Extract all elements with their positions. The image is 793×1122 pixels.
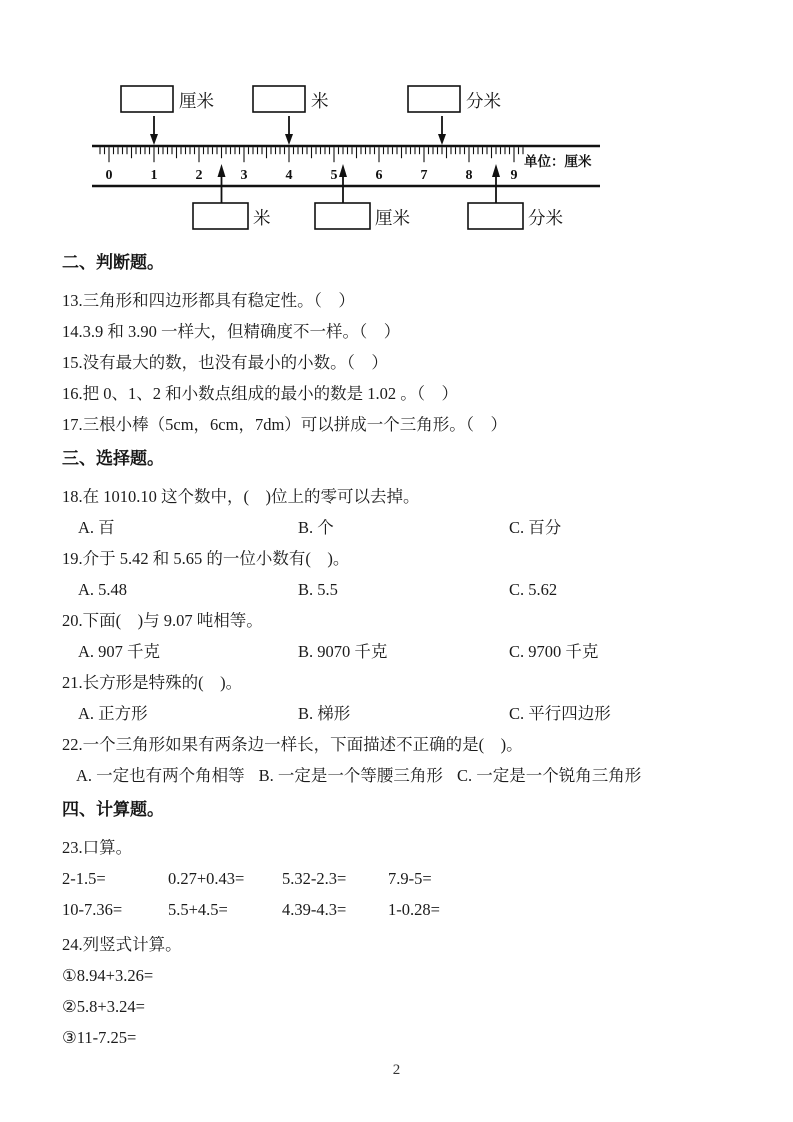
answer-box-unit-label: 厘米 (179, 91, 214, 111)
option-a: A. 5.48 (78, 580, 128, 599)
ruler-number: 1 (150, 168, 158, 183)
question-13: 13.三角形和四边形都具有稳定性。（ ） (62, 291, 355, 310)
answer-box-blank[interactable] (253, 86, 305, 112)
answer-box-unit-label: 厘米 (375, 208, 410, 228)
ruler-number: 8 (465, 168, 473, 183)
option-b: B. 一定是一个等腰三角形 (258, 766, 443, 785)
option-a: A. 一定也有两个角相等 (76, 766, 245, 785)
ruler-unit-label: 单位：厘米 (524, 154, 592, 169)
option-c: C. 9700 千克 (509, 642, 599, 661)
question-19-options (62, 574, 754, 605)
answer-box-blank[interactable] (121, 86, 173, 112)
answer-box-blank[interactable] (468, 203, 523, 229)
section-heading-calculation: 四、计算题。 (62, 800, 164, 819)
up-arrowhead-icon (339, 164, 347, 177)
question-21: 21.长方形是特殊的( )。 (62, 673, 243, 692)
ruler-number: 6 (375, 168, 383, 183)
question-23-label: 23.口算。 (62, 838, 133, 857)
answer-box-blank[interactable] (408, 86, 460, 112)
answer-box-unit-label: 分米 (528, 208, 563, 228)
option-b: B. 个 (298, 518, 334, 537)
option-a: A. 正方形 (78, 704, 148, 723)
down-arrowhead-icon (285, 134, 293, 145)
expression: 0.27+0.43= (168, 869, 245, 888)
ruler-number: 7 (420, 168, 428, 183)
down-arrowhead-icon (438, 134, 446, 145)
option-c: C. 一定是一个锐角三角形 (456, 766, 642, 785)
option-b: B. 5.5 (298, 580, 338, 599)
question-18: 18.在 1010.10 这个数中，( )位上的零可以去掉。 (62, 487, 420, 506)
answer-box-unit-label: 米 (311, 91, 329, 111)
expression: 5.5+4.5= (168, 900, 228, 919)
question-16: 16.把 0、1、2 和小数点组成的最小的数是 1.02 。（ ） (62, 384, 458, 403)
vertical-item-2: ②5.8+3.24= (62, 997, 145, 1016)
expression: 2-1.5= (62, 869, 106, 888)
down-arrowhead-icon (150, 134, 158, 145)
oral-row-1 (62, 863, 754, 894)
vertical-item-1: ①8.94+3.26= (62, 966, 154, 985)
up-arrowhead-icon (492, 164, 500, 177)
option-c: C. 平行四边形 (509, 704, 611, 723)
expression: 4.39-4.3= (282, 900, 347, 919)
oral-row-2 (62, 894, 754, 925)
page-number: 2 (392, 1062, 401, 1078)
section-heading-choice: 三、选择题。 (62, 449, 164, 468)
answer-box-unit-label: 米 (253, 208, 271, 228)
ruler-number: 0 (105, 168, 113, 183)
question-17: 17.三根小棒（5cm，6cm，7dm）可以拼成一个三角形。（ ） (62, 415, 508, 434)
ruler-number: 5 (330, 168, 338, 183)
question-15: 15.没有最大的数，也没有最小的小数。（ ） (62, 353, 388, 372)
option-a: A. 百 (78, 518, 115, 537)
ruler-number: 3 (240, 168, 248, 183)
ruler-figure-svg (88, 76, 612, 242)
question-19: 19.介于 5.42 和 5.65 的一位小数有( )。 (62, 549, 350, 568)
section-heading-judgment: 二、判断题。 (62, 253, 164, 272)
question-21-options (62, 698, 754, 729)
ruler-number: 4 (285, 168, 293, 183)
worksheet-content (62, 244, 754, 1053)
question-22-options (62, 760, 754, 791)
question-22: 22.一个三角形如果有两条边一样长，下面描述不正确的是( )。 (62, 735, 523, 754)
up-arrowhead-icon (218, 164, 226, 177)
answer-box-unit-label: 分米 (466, 91, 501, 111)
expression: 10-7.36= (62, 900, 123, 919)
question-20: 20.下面( )与 9.07 吨相等。 (62, 611, 263, 630)
option-c: C. 百分 (509, 518, 562, 537)
option-b: B. 梯形 (298, 704, 351, 723)
vertical-item-3: ③11-7.25= (62, 1028, 137, 1047)
question-20-options (62, 636, 754, 667)
option-b: B. 9070 千克 (298, 642, 388, 661)
question-24-label: 24.列竖式计算。 (62, 935, 182, 954)
expression: 7.9-5= (388, 869, 432, 888)
option-a: A. 907 千克 (78, 642, 161, 661)
question-14: 14.3.9 和 3.90 一样大，但精确度不一样。（ ） (62, 322, 401, 341)
option-c: C. 5.62 (509, 580, 558, 599)
answer-box-blank[interactable] (315, 203, 370, 229)
ruler-figure (88, 76, 612, 242)
expression: 5.32-2.3= (282, 869, 347, 888)
answer-box-blank[interactable] (193, 203, 248, 229)
ruler-number: 2 (195, 168, 203, 183)
ruler-number: 9 (510, 168, 518, 183)
question-18-options (62, 512, 754, 543)
expression: 1-0.28= (388, 900, 440, 919)
